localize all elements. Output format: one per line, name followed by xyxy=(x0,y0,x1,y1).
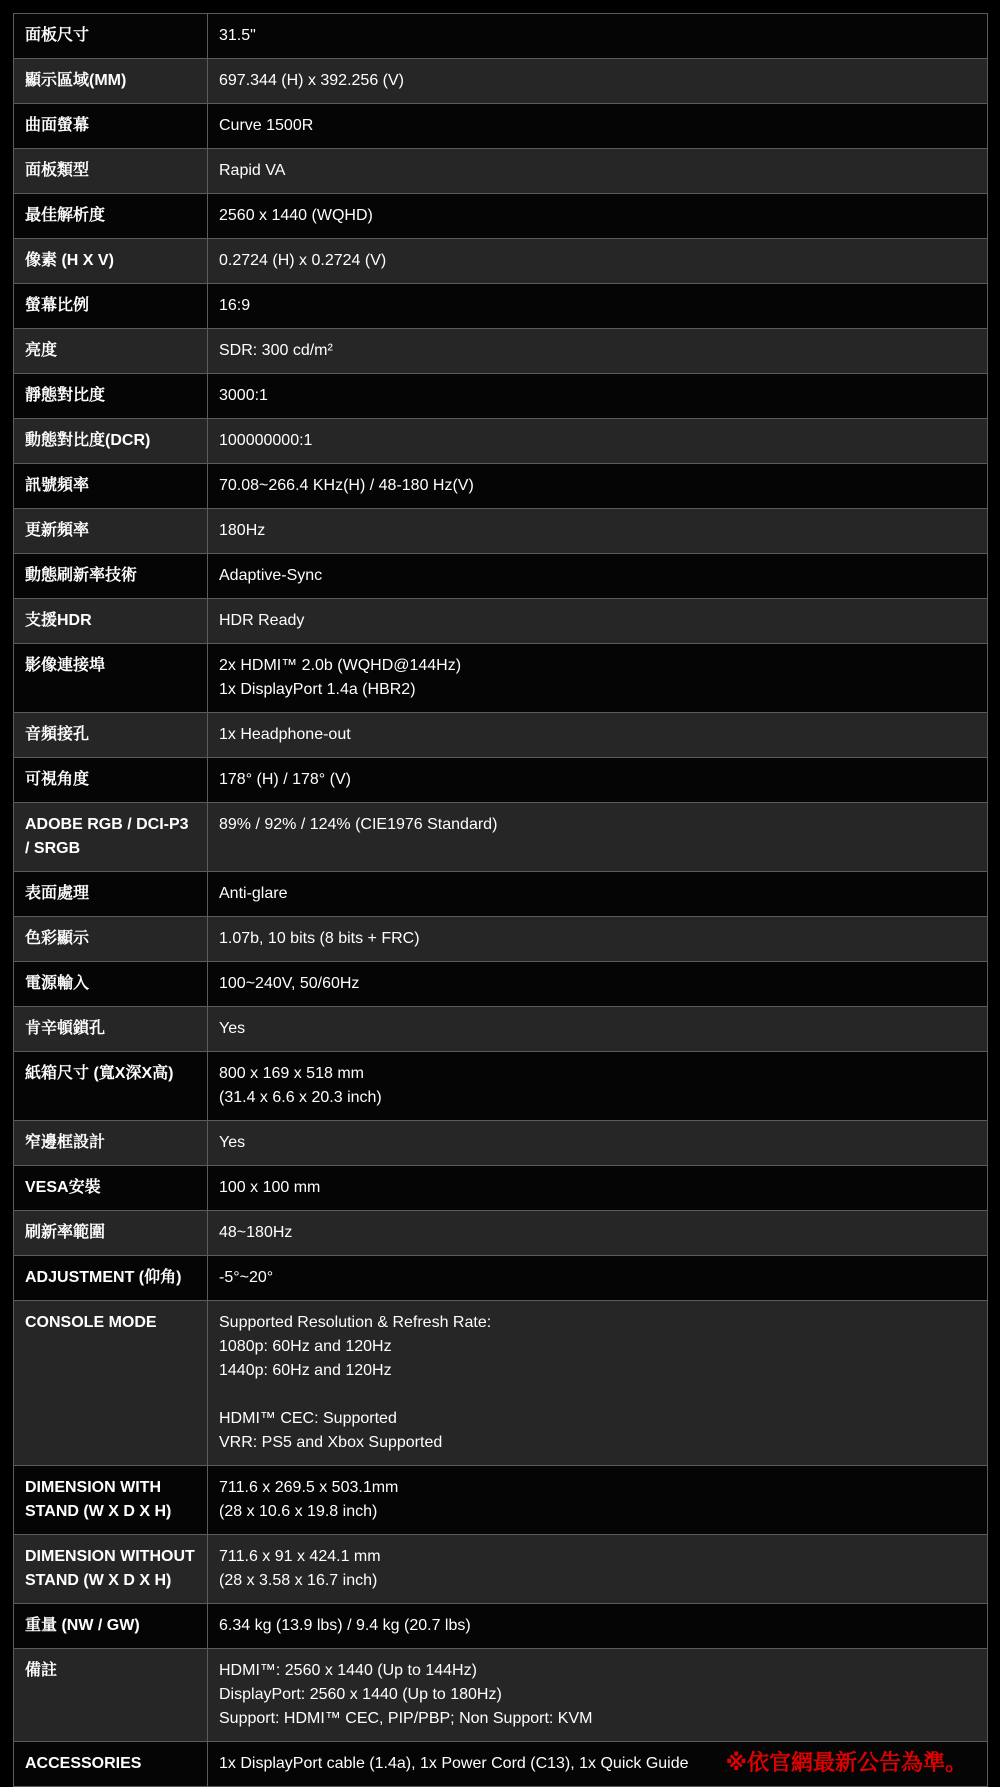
spec-value-line: 180Hz xyxy=(219,522,266,539)
spec-value-line: 6.34 kg (13.9 lbs) / 9.4 kg (20.7 lbs) xyxy=(219,1617,471,1634)
spec-label: 動態對比度(DCR) xyxy=(14,419,208,464)
spec-label: 最佳解析度 xyxy=(14,194,208,239)
spec-value xyxy=(208,104,988,149)
spec-value xyxy=(208,464,988,509)
spec-label: VESA安裝 xyxy=(14,1166,208,1211)
spec-value xyxy=(208,1211,988,1256)
spec-row xyxy=(14,554,988,599)
spec-value-line: (28 x 3.58 x 16.7 inch) xyxy=(219,1572,378,1589)
spec-value-line: 100~240V, 50/60Hz xyxy=(219,975,360,992)
spec-label: CONSOLE MODE xyxy=(14,1301,208,1466)
spec-label: 曲面螢幕 xyxy=(14,104,208,149)
spec-value xyxy=(208,1166,988,1211)
spec-value xyxy=(208,554,988,599)
spec-row xyxy=(14,1301,988,1466)
spec-value-line: VRR: PS5 and Xbox Supported xyxy=(219,1434,443,1451)
spec-value xyxy=(208,419,988,464)
spec-label: ADOBE RGB / DCI-P3 / SRGB xyxy=(14,803,208,872)
spec-value xyxy=(208,1649,988,1742)
spec-label: 動態刷新率技術 xyxy=(14,554,208,599)
spec-value-line: Yes xyxy=(219,1020,246,1037)
spec-value xyxy=(208,962,988,1007)
spec-label: 紙箱尺寸 (寬X深X高) xyxy=(14,1052,208,1121)
spec-value-line: (28 x 10.6 x 19.8 inch) xyxy=(219,1503,378,1520)
spec-label: 影像連接埠 xyxy=(14,644,208,713)
spec-value-line: 2x HDMI™ 2.0b (WQHD@144Hz) xyxy=(219,657,462,674)
spec-label: 電源輸入 xyxy=(14,962,208,1007)
spec-value xyxy=(208,1007,988,1052)
spec-row xyxy=(14,1604,988,1649)
spec-value xyxy=(208,374,988,419)
spec-label: DIMENSION WITH STAND (W X D X H) xyxy=(14,1466,208,1535)
spec-row xyxy=(14,419,988,464)
spec-label: 面板尺寸 xyxy=(14,14,208,59)
spec-value xyxy=(208,14,988,59)
spec-value-line: Curve 1500R xyxy=(219,117,314,134)
spec-row xyxy=(14,917,988,962)
spec-label: 面板類型 xyxy=(14,149,208,194)
spec-row xyxy=(14,1052,988,1121)
spec-value xyxy=(208,917,988,962)
spec-label: 備註 xyxy=(14,1649,208,1742)
spec-label: 重量 (NW / GW) xyxy=(14,1604,208,1649)
spec-value xyxy=(208,1535,988,1604)
spec-value-line: Yes xyxy=(219,1134,246,1151)
spec-label: 顯示區域(MM) xyxy=(14,59,208,104)
spec-value-line: 1440p: 60Hz and 120Hz xyxy=(219,1362,392,1379)
spec-label: 刷新率範圍 xyxy=(14,1211,208,1256)
spec-row xyxy=(14,758,988,803)
spec-row xyxy=(14,284,988,329)
spec-value xyxy=(208,713,988,758)
spec-value-line: 48~180Hz xyxy=(219,1224,293,1241)
spec-label: 表面處理 xyxy=(14,872,208,917)
spec-label: 亮度 xyxy=(14,329,208,374)
spec-row xyxy=(14,1211,988,1256)
spec-row xyxy=(14,1121,988,1166)
spec-value-line: 1080p: 60Hz and 120Hz xyxy=(219,1338,392,1355)
spec-row xyxy=(14,239,988,284)
spec-row xyxy=(14,329,988,374)
spec-value-line: -5°~20° xyxy=(219,1269,274,1286)
spec-row xyxy=(14,509,988,554)
spec-value xyxy=(208,1052,988,1121)
spec-row xyxy=(14,14,988,59)
spec-value-line: 16:9 xyxy=(219,297,251,314)
spec-label: 訊號頻率 xyxy=(14,464,208,509)
spec-value-line: 100000000:1 xyxy=(219,432,313,449)
spec-value-line: (31.4 x 6.6 x 20.3 inch) xyxy=(219,1089,382,1106)
spec-row xyxy=(14,374,988,419)
spec-row xyxy=(14,149,988,194)
spec-value xyxy=(208,644,988,713)
spec-row xyxy=(14,644,988,713)
spec-value-line: 31.5" xyxy=(219,27,256,44)
spec-value-line: HDMI™ CEC: Supported xyxy=(219,1410,397,1427)
spec-value xyxy=(208,59,988,104)
spec-value xyxy=(208,872,988,917)
spec-row xyxy=(14,962,988,1007)
spec-label: 靜態對比度 xyxy=(14,374,208,419)
spec-row xyxy=(14,1649,988,1742)
spec-value-line: 1x DisplayPort 1.4a (HBR2) xyxy=(219,681,416,698)
spec-value xyxy=(208,194,988,239)
spec-value-line: SDR: 300 cd/m² xyxy=(219,342,333,359)
spec-value xyxy=(208,329,988,374)
spec-value xyxy=(208,284,988,329)
spec-row xyxy=(14,1256,988,1301)
spec-value-line: 1.07b, 10 bits (8 bits + FRC) xyxy=(219,930,420,947)
spec-value-line xyxy=(219,1383,977,1407)
spec-table xyxy=(13,13,988,1787)
spec-label: 窄邊框設計 xyxy=(14,1121,208,1166)
spec-value xyxy=(208,1742,988,1787)
spec-row xyxy=(14,1007,988,1052)
spec-value-line: Supported Resolution & Refresh Rate: xyxy=(219,1314,492,1331)
spec-value-line: 1x Headphone-out xyxy=(219,726,351,743)
spec-row xyxy=(14,1166,988,1211)
spec-value-line: 178° (H) / 178° (V) xyxy=(219,771,351,788)
spec-value-line: HDMI™: 2560 x 1440 (Up to 144Hz) xyxy=(219,1662,477,1679)
spec-row xyxy=(14,803,988,872)
spec-value xyxy=(208,149,988,194)
spec-label: 肯辛頓鎖孔 xyxy=(14,1007,208,1052)
spec-value-line: 800 x 169 x 518 mm xyxy=(219,1065,364,1082)
spec-value-line: Anti-glare xyxy=(219,885,288,902)
spec-value-line: 711.6 x 91 x 424.1 mm xyxy=(219,1548,381,1565)
spec-value-line: 711.6 x 269.5 x 503.1mm xyxy=(219,1479,399,1496)
spec-row xyxy=(14,59,988,104)
spec-value-line: 2560 x 1440 (WQHD) xyxy=(219,207,373,224)
spec-value-line: 70.08~266.4 KHz(H) / 48-180 Hz(V) xyxy=(219,477,474,494)
spec-row xyxy=(14,872,988,917)
spec-value xyxy=(208,758,988,803)
spec-value xyxy=(208,803,988,872)
spec-label: 可視角度 xyxy=(14,758,208,803)
spec-label: ACCESSORIES xyxy=(14,1742,208,1787)
spec-value-line: 89% / 92% / 124% (CIE1976 Standard) xyxy=(219,816,498,833)
spec-row xyxy=(14,464,988,509)
spec-value-line: 0.2724 (H) x 0.2724 (V) xyxy=(219,252,387,269)
spec-row xyxy=(14,104,988,149)
spec-label: 音頻接孔 xyxy=(14,713,208,758)
spec-value-line: 1x DisplayPort cable (1.4a), 1x Power Cord (C13), 1x Quick Guide xyxy=(219,1755,689,1772)
spec-value-line: 3000:1 xyxy=(219,387,268,404)
spec-value xyxy=(208,509,988,554)
spec-value xyxy=(208,599,988,644)
spec-value xyxy=(208,1256,988,1301)
spec-row xyxy=(14,1742,988,1787)
spec-row xyxy=(14,194,988,239)
spec-value xyxy=(208,1466,988,1535)
spec-label: 支援HDR xyxy=(14,599,208,644)
spec-value xyxy=(208,239,988,284)
spec-row xyxy=(14,599,988,644)
spec-value-line: Support: HDMI™ CEC, PIP/PBP; Non Support: KVM xyxy=(219,1710,593,1727)
spec-row xyxy=(14,713,988,758)
spec-label: 色彩顯示 xyxy=(14,917,208,962)
spec-value-line: DisplayPort: 2560 x 1440 (Up to 180Hz) xyxy=(219,1686,502,1703)
spec-row xyxy=(14,1535,988,1604)
spec-value-line: 697.344 (H) x 392.256 (V) xyxy=(219,72,404,89)
spec-label: ADJUSTMENT (仰角) xyxy=(14,1256,208,1301)
spec-value xyxy=(208,1301,988,1466)
spec-label: 像素 (H X V) xyxy=(14,239,208,284)
spec-table-body xyxy=(14,14,988,1787)
spec-value xyxy=(208,1121,988,1166)
official-notice-text: ※依官網最新公告為準。 xyxy=(725,1751,967,1776)
spec-row xyxy=(14,1466,988,1535)
spec-label: DIMENSION WITHOUT STAND (W X D X H) xyxy=(14,1535,208,1604)
spec-value-line: HDR Ready xyxy=(219,612,305,629)
spec-value-line: 100 x 100 mm xyxy=(219,1179,321,1196)
spec-value xyxy=(208,1604,988,1649)
spec-value-line: Adaptive-Sync xyxy=(219,567,323,584)
spec-label: 更新頻率 xyxy=(14,509,208,554)
spec-value-line: Rapid VA xyxy=(219,162,286,179)
spec-label: 螢幕比例 xyxy=(14,284,208,329)
